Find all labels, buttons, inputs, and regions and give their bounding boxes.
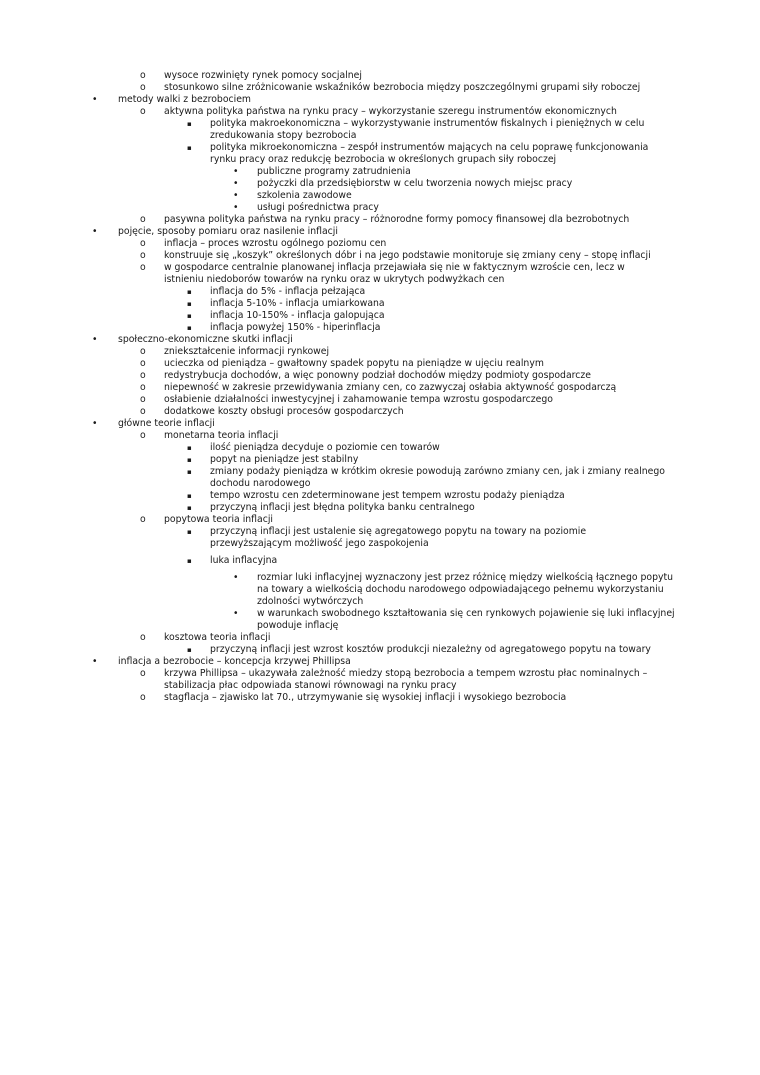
list-item <box>0 94 618 106</box>
bullet-marker: • <box>233 178 239 189</box>
bullet-marker: o <box>140 632 146 643</box>
outline-list <box>0 70 760 704</box>
bullet-marker: o <box>140 250 146 261</box>
list-item-text: polityka mikroekonomiczna – zespół instrumentów mających na celu poprawę funkcjonowania rynku pracy oraz redukcję bezrobocia w określonych grupach siły roboczej <box>210 142 649 165</box>
list-item <box>0 656 618 668</box>
list-item <box>0 502 670 514</box>
list-item <box>0 514 664 526</box>
bullet-marker: o <box>140 214 146 225</box>
list-item-text: zmiany podaży pieniądza w krótkim okresie powodują zarówno zmiany cen, jak i zmiany realnego dochodu narodowego <box>210 466 665 489</box>
list-item <box>0 692 664 704</box>
bullet-marker: • <box>92 226 98 237</box>
list-item <box>0 82 664 94</box>
list-item <box>0 555 670 567</box>
bullet-marker: o <box>140 668 146 679</box>
bullet-marker: o <box>140 238 146 249</box>
list-item-text: rozmiar luki inflacyjnej wyznaczony jest przez różnicę między wielkością łącznego popytu na towary a wielkością dochodu narodowego odpowiadającego pełnemu wykorzystaniu zdolności wytwórczych <box>257 572 674 607</box>
bullet-marker: • <box>233 572 239 583</box>
list-item <box>0 526 670 550</box>
bullet-marker: ▪ <box>187 468 192 476</box>
list-item-text: aktywna polityka państwa na rynku pracy – wykorzystanie szeregu instrumentów ekonomicznych <box>164 106 617 117</box>
bullet-marker: • <box>233 190 239 201</box>
bullet-marker: • <box>233 166 239 177</box>
bullet-marker: ▪ <box>187 312 192 320</box>
list-item <box>0 406 664 418</box>
list-item-text: zniekształcenie informacji rynkowej <box>164 346 330 357</box>
list-item <box>0 430 664 442</box>
list-item-text: inflacja a bezrobocie – koncepcja krzywej Phillipsa <box>118 656 351 667</box>
bullet-marker: o <box>140 394 146 405</box>
bullet-marker: o <box>140 406 146 417</box>
list-item-text: w warunkach swobodnego kształtowania się cen rynkowych pojawienie się luki inflacyjnej powoduje inflację <box>257 608 675 631</box>
bullet-marker: o <box>140 70 146 81</box>
list-item-text: przyczyną inflacji jest błędna polityka banku centralnego <box>210 502 475 513</box>
list-item <box>0 632 664 644</box>
list-item <box>0 202 687 214</box>
bullet-marker: • <box>92 418 98 429</box>
bullet-marker: ▪ <box>187 456 192 464</box>
bullet-marker: ▪ <box>187 504 192 512</box>
list-item <box>0 334 618 346</box>
list-item <box>0 418 618 430</box>
bullet-marker: • <box>92 94 98 105</box>
list-item <box>0 644 670 656</box>
bullet-marker: • <box>233 608 239 619</box>
list-item <box>0 118 670 142</box>
bullet-marker: • <box>92 656 98 667</box>
bullet-marker: o <box>140 370 146 381</box>
bullet-marker: ▪ <box>187 492 192 500</box>
list-item <box>0 142 670 166</box>
list-item <box>0 608 687 632</box>
list-item-text: kosztowa teoria inflacji <box>164 632 271 643</box>
list-item <box>0 310 670 322</box>
bullet-marker: • <box>92 334 98 345</box>
list-item-text: redystrybucja dochodów, a więc ponowny podział dochodów między podmioty gospodarcze <box>164 370 591 381</box>
list-item-text: inflacja – proces wzrostu ogólnego poziomu cen <box>164 238 387 249</box>
list-item <box>0 490 670 502</box>
list-item <box>0 214 664 226</box>
bullet-marker: ▪ <box>187 288 192 296</box>
list-item-text: polityka makroekonomiczna – wykorzystywanie instrumentów fiskalnych i pieniężnych w celu zredukowania stopy bezrobocia <box>210 118 645 141</box>
bullet-marker: o <box>140 430 146 441</box>
list-item-text: usługi pośrednictwa pracy <box>257 202 379 213</box>
list-item <box>0 250 664 262</box>
list-item-text: osłabienie działalności inwestycyjnej i zahamowanie tempa wzrostu gospodarczego <box>164 394 553 405</box>
list-item-text: pożyczki dla przedsiębiorstw w celu tworzenia nowych miejsc pracy <box>257 178 573 189</box>
bullet-marker: ▪ <box>187 528 192 536</box>
list-item-text: niepewność w zakresie przewidywania zmiany cen, co zazwyczaj osłabia aktywność gospodarczą <box>164 382 617 393</box>
bullet-marker: o <box>140 262 146 273</box>
list-item-text: inflacja powyżej 150% - hiperinflacja <box>210 322 381 333</box>
list-item <box>0 668 664 692</box>
list-item <box>0 370 664 382</box>
list-item <box>0 298 670 310</box>
list-item-text: pojęcie, sposoby pomiaru oraz nasilenie inflacji <box>118 226 338 237</box>
list-item <box>0 454 670 466</box>
list-item <box>0 382 664 394</box>
list-item-text: przyczyną inflacji jest ustalenie się agregatowego popytu na towary na poziomie przewyższającym możliwość jego zaspokojenia <box>210 526 587 549</box>
list-item-text: wysoce rozwinięty rynek pomocy socjalnej <box>164 70 362 81</box>
list-item <box>0 166 687 178</box>
bullet-marker: ▪ <box>187 557 192 565</box>
bullet-marker: ▪ <box>187 444 192 452</box>
list-item-text: ilość pieniądza decyduje o poziomie cen towarów <box>210 442 440 453</box>
list-item-text: monetarna teoria inflacji <box>164 430 279 441</box>
list-item-text: konstruuje się „koszyk” określonych dóbr i na jego podstawie monitoruje się zmiany ceny – stopę inflacji <box>164 250 651 261</box>
bullet-marker: ▪ <box>187 324 192 332</box>
list-item-text: popytowa teoria inflacji <box>164 514 273 525</box>
list-item-text: metody walki z bezrobociem <box>118 94 251 105</box>
bullet-marker: ▪ <box>187 646 192 654</box>
bullet-marker: o <box>140 346 146 357</box>
list-item-text: inflacja 10-150% - inflacja galopująca <box>210 310 385 321</box>
list-item-text: popyt na pieniądze jest stabilny <box>210 454 359 465</box>
list-item <box>0 226 618 238</box>
list-item <box>0 322 670 334</box>
list-item <box>0 106 664 118</box>
list-item-text: pasywna polityka państwa na rynku pracy – różnorodne formy pomocy finansowej dla bezrobotnych <box>164 214 630 225</box>
list-item <box>0 572 687 608</box>
list-item <box>0 394 664 406</box>
list-item <box>0 190 687 202</box>
bullet-marker: o <box>140 692 146 703</box>
bullet-marker: ▪ <box>187 144 192 152</box>
bullet-marker: o <box>140 358 146 369</box>
list-item-text: społeczno-ekonomiczne skutki inflacji <box>118 334 293 345</box>
list-item-text: stagflacja – zjawisko lat 70., utrzymywanie się wysokiej inflacji i wysokiego bezrobocia <box>164 692 567 703</box>
list-item <box>0 358 664 370</box>
bullet-marker: ▪ <box>187 300 192 308</box>
list-item <box>0 286 670 298</box>
list-item-text: tempo wzrostu cen zdeterminowane jest tempem wzrostu podaży pieniądza <box>210 490 565 501</box>
list-item-text: w gospodarce centralnie planowanej inflacja przejawiała się nie w faktycznym wzroście cen, lecz w istnieniu niedoborów towarów na rynku oraz w ukrytych podwyżkach cen <box>164 262 625 285</box>
list-item <box>0 262 664 286</box>
bullet-marker: o <box>140 514 146 525</box>
list-item-text: dodatkowe koszty obsługi procesów gospodarczych <box>164 406 404 417</box>
list-item-text: luka inflacyjna <box>210 555 278 566</box>
list-item <box>0 238 664 250</box>
list-item <box>0 466 670 490</box>
list-item-text: publiczne programy zatrudnienia <box>257 166 411 177</box>
list-item <box>0 442 670 454</box>
list-item-text: przyczyną inflacji jest wzrost kosztów produkcji niezależny od agregatowego popytu na towary <box>210 644 651 655</box>
bullet-marker: ▪ <box>187 120 192 128</box>
list-item-text: inflacja do 5% - inflacja pełzająca <box>210 286 366 297</box>
list-item <box>0 70 664 82</box>
list-item-text: ucieczka od pieniądza – gwałtowny spadek popytu na pieniądze w ujęciu realnym <box>164 358 544 369</box>
list-item-text: inflacja 5-10% - inflacja umiarkowana <box>210 298 385 309</box>
bullet-marker: o <box>140 382 146 393</box>
list-item <box>0 178 687 190</box>
list-item-text: szkolenia zawodowe <box>257 190 352 201</box>
list-item-text: stosunkowo silne zróżnicowanie wskaźników bezrobocia między poszczególnymi grupami siły roboczej <box>164 82 641 93</box>
bullet-marker: o <box>140 82 146 93</box>
list-item-text: główne teorie inflacji <box>118 418 215 429</box>
bullet-marker: o <box>140 106 146 117</box>
list-item-text: krzywa Phillipsa – ukazywała zależność miedzy stopą bezrobocia a tempem wzrostu płac nominalnych – stabilizacja płac odpowiada stanowi równowagi na rynku pracy <box>164 668 648 691</box>
bullet-marker: • <box>233 202 239 213</box>
list-item <box>0 346 664 358</box>
